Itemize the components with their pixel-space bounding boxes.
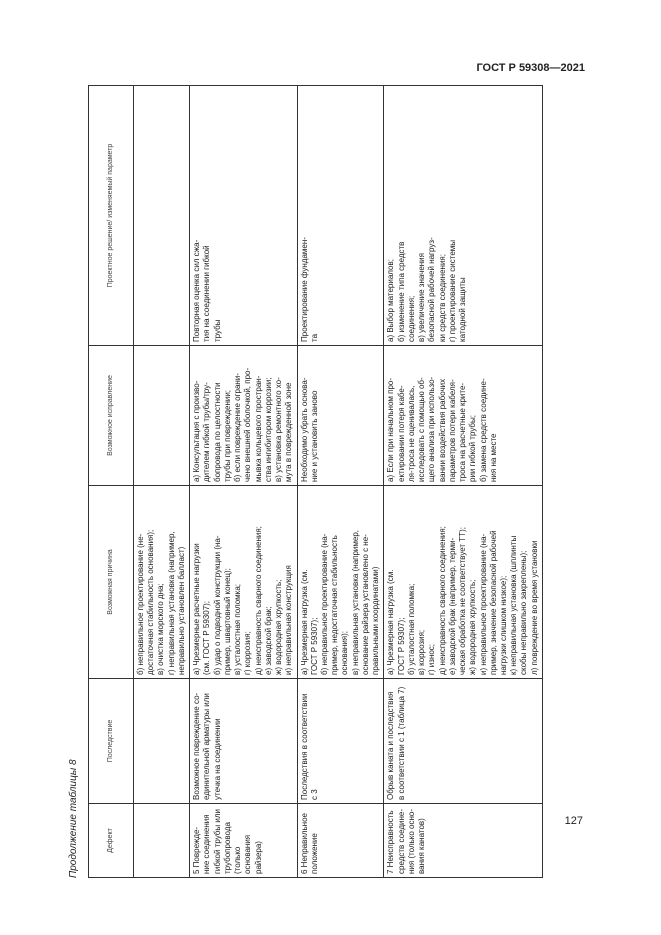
cell-line: в) коррозия; (417, 629, 427, 675)
cell-design (384, 86, 543, 346)
cell-line: вания канатов) (417, 818, 427, 874)
cell-defect (384, 804, 543, 878)
cell-line: 6 Неправильное (299, 813, 309, 874)
cell-line: в) установка ремонтного хо- (274, 377, 284, 482)
document-header: ГОСТ Р 59308—2021 (476, 62, 585, 74)
cell-line: дителем гибкой трубы/тру- (202, 382, 212, 482)
cell-line: и) неправильная конструкция (284, 565, 294, 675)
cell-line: тия на соединении гибкой (202, 245, 212, 342)
cell-line: ние и установить заново (309, 390, 319, 482)
defects-table (88, 85, 543, 878)
cell-line: д) неисправность сварного соединения; (253, 526, 263, 675)
rotated-table-block (68, 86, 588, 878)
cell-line: основание райзера установлено с не- (360, 534, 370, 675)
cell-line: та (309, 333, 319, 342)
cell-line: чено внешней оболочкой, про- (243, 367, 253, 482)
cell-line: б) неправильное проектирование (не- (136, 533, 145, 675)
cell-line: ния (только осно- (406, 808, 416, 874)
cell-line: щего анализа при использо- (427, 376, 437, 482)
cell-line: райзера) (253, 841, 263, 874)
cell-line: д) неисправность сварного соединения; (437, 526, 447, 675)
cell-line: трубопровода (222, 822, 232, 874)
cell-design (297, 86, 384, 346)
cell-line: Последствия в соответствии (299, 693, 309, 800)
column-header: Дефект (89, 804, 134, 878)
cell-design (134, 86, 190, 346)
cell-line: е) заводской брак; (263, 606, 273, 675)
cell-line: ческая обработка не соответствует ТТ); (458, 527, 468, 675)
cell-line: б) если повреждение ограни- (233, 373, 243, 482)
table-caption: Продолжение таблицы 8 (68, 759, 79, 878)
cell-line: пример, швартовный конец); (222, 568, 232, 675)
cell-line: единительной арматуры или (202, 693, 212, 800)
table-row (384, 86, 543, 878)
cell-line: Возможное повреждение со- (192, 692, 202, 800)
cell-line: пример, недостаточная стабильность (330, 535, 340, 675)
cell-line: (см. ГОСТ Р 59307); (202, 600, 212, 675)
cell-line: мывка кольцевого простран- (253, 375, 263, 482)
cell-line: б) неправильное проектирование (на- (319, 533, 329, 675)
cell-line: а) Выбор материалов; (386, 259, 396, 342)
cell-line: г) неправильная установка (например, (166, 531, 176, 675)
cell-line: Проектирование фундамен- (299, 237, 309, 342)
cell-fix (134, 346, 190, 486)
cell-line: Необходимо убрать основа- (299, 377, 309, 482)
cell-line: е) заводской брак (например, терми- (447, 537, 457, 675)
cell-line: ние соединения (202, 814, 212, 874)
cell-line: (только основания (233, 834, 253, 874)
cell-line: 7 Неисправность (386, 810, 396, 874)
cell-defect (134, 804, 190, 878)
cell-defect (190, 804, 297, 878)
cell-cause (384, 486, 543, 679)
table-row (190, 86, 297, 878)
table-row (134, 86, 190, 878)
cell-line: мута в поврежденной зоне (284, 382, 294, 482)
cell-line: вании воздействия рабочих (437, 378, 447, 482)
cell-line: трубы при повреждении; (222, 389, 232, 482)
cell-line: в соответствии с 1 (таблица 7) (396, 686, 406, 800)
cell-line: г) коррозия; (243, 631, 253, 675)
cell-line: неправильно установлен балласт) (176, 546, 186, 675)
cell-line: правильными координатами) (371, 566, 381, 675)
cell-consequence (190, 679, 297, 804)
cell-line: в) усталостная поломка; (233, 583, 243, 675)
cell-line: средств соедине- (396, 808, 406, 874)
column-header: Проектное решение/ изменяемый параметр (89, 86, 134, 346)
cell-fix (190, 346, 297, 486)
cell-consequence (297, 679, 384, 804)
cell-line: скобы неправильно закреплены); (519, 550, 529, 675)
cell-cause (297, 486, 384, 679)
cell-consequence (134, 679, 190, 804)
cell-line: а) Чрезмерные расчетные нагрузки (192, 543, 202, 675)
cell-line: б) изменение типа средств (396, 241, 406, 342)
table-row (297, 86, 384, 878)
cell-defect (297, 804, 384, 878)
cell-line: г) износ; (427, 643, 437, 675)
cell-line: безопасной рабочей нагруз- (427, 237, 437, 342)
cell-line: гибкой трубы или (212, 809, 222, 874)
cell-line: б) замена средств соедине- (478, 378, 488, 482)
cell-line: катодной защиты (458, 277, 468, 342)
cell-line: б) удар о подводной конструкции (на- (212, 535, 222, 675)
cell-line: утечка на соединении (212, 718, 222, 800)
cell-line: л) повреждение во время установки (529, 540, 539, 675)
cell-line: в) неправильная установка (например, (350, 529, 360, 675)
cell-line: троса на расчетные крите- (458, 382, 468, 482)
cell-line: к) неправильная установка (шплинты (509, 535, 519, 675)
cell-line: Обрыв каната и последствия (386, 691, 396, 800)
cell-line: г) проектирование системы (447, 239, 457, 342)
cell-fix (384, 346, 543, 486)
cell-line: ки средств соединения; (437, 254, 447, 342)
table-header-row (89, 86, 134, 878)
column-header: Возможное исправление (89, 346, 134, 486)
cell-line: а) Консультация с произво- (192, 380, 202, 482)
cell-line: соединения; (406, 295, 416, 342)
cell-line: бопровода по целостности (212, 382, 222, 482)
cell-line: положение (309, 833, 319, 874)
cell-cause (134, 486, 190, 679)
cell-line: а) Чрезмерная нагрузка (см. (299, 569, 309, 675)
cell-line: пример, значение безопасной рабочей (488, 530, 498, 675)
column-header: Возможная причина (89, 486, 134, 679)
cell-line: и) неправильное проектирование (на- (478, 533, 488, 675)
cell-line: ния на месте (488, 433, 498, 482)
cell-line: исследовать с помощью об- (417, 377, 427, 482)
cell-line: ектировании потеря кабе- (396, 385, 406, 482)
cell-cause (190, 486, 297, 679)
cell-line: ля-троса не оценивалась, (406, 385, 416, 482)
cell-line: а) Если при начальном про- (386, 377, 396, 482)
cell-consequence (384, 679, 543, 804)
cell-line: основания); (340, 630, 350, 675)
cell-line: ж) водородная хрупкость; (274, 579, 284, 675)
cell-line: достаточная стабильность основания); (146, 529, 156, 675)
cell-line: рии гибкой трубы; (468, 415, 478, 482)
column-header: Последствие (89, 679, 134, 804)
cell-fix (297, 346, 384, 486)
cell-line: ства ингибитором коррозии; (263, 377, 273, 482)
cell-line: 5 Поврежде- (192, 826, 202, 874)
cell-line: в) увеличение значения (417, 253, 427, 342)
cell-line: ж) водородная хрупкость; (468, 579, 478, 675)
page-number: 127 (564, 815, 583, 827)
cell-line: б) усталостная поломка; (406, 583, 416, 675)
cell-line: Повторная оценка сил сжа- (192, 239, 202, 342)
cell-line: с 3 (309, 789, 319, 800)
cell-line: а) Чрезмерная нагрузка (см. (386, 569, 396, 675)
cell-line: ГОСТ Р 59307); (309, 617, 319, 675)
cell-design (190, 86, 297, 346)
cell-line: трубы (212, 319, 222, 342)
cell-line: параметров потери кабеля- (447, 379, 457, 482)
cell-line: в) очистка морского дна; (156, 583, 166, 675)
cell-line: нагрузки слишком низкое); (498, 575, 508, 675)
cell-line: ГОСТ Р 59307); (396, 617, 406, 675)
